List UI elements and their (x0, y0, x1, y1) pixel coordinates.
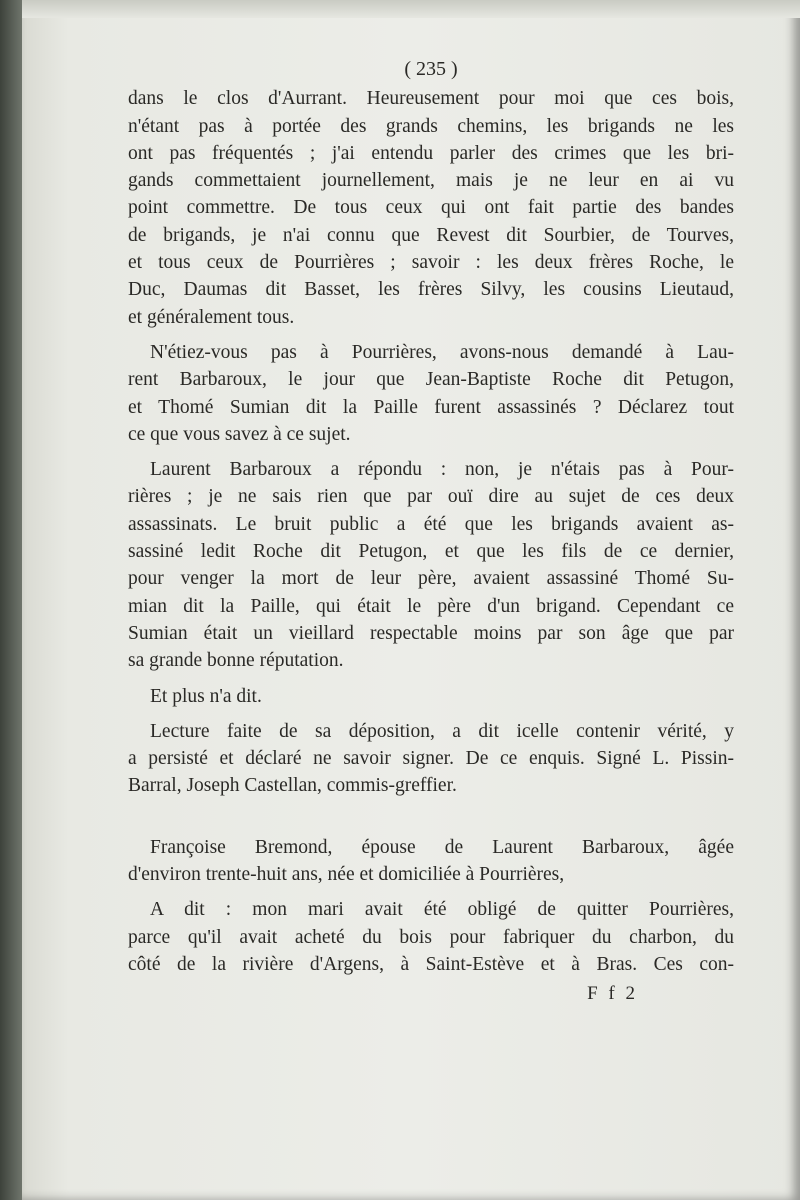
text-line: ce que vous savez à ce sujet. (128, 423, 351, 445)
text-line: Et plus n'a dit. (150, 685, 262, 707)
paragraph-7 (128, 896, 734, 978)
text-line: et généralement tous. (128, 306, 295, 328)
text-line: rières ; je ne sais rien que par ouï dire au sujet de ces deux (128, 486, 734, 508)
paragraph-1 (128, 85, 734, 331)
text-line: Laurent Barbaroux a répondu : non, je n'étais pas à Pour- (150, 459, 734, 481)
text-line: a persisté et déclaré ne savoir signer. De ce enquis. Signé L. Pissin- (128, 748, 734, 770)
text-line: et Thomé Sumian dit la Paille furent assassinés ? Déclarez tout (128, 396, 734, 418)
text-line: dans le clos d'Aurrant. Heureusement pour moi que ces bois, (128, 88, 734, 110)
text-line: Barral, Joseph Castellan, commis-greffier. (128, 775, 457, 797)
text-line: A dit : mon mari avait été obligé de quitter Pourrières, (150, 899, 734, 921)
page-top-edge (22, 0, 800, 18)
text-line: mian dit la Paille, qui était le père d'un brigand. Cependant ce (128, 595, 734, 617)
text-line: sa grande bonne réputation. (128, 650, 344, 672)
book-spine (0, 0, 22, 1200)
text-line: côté de la rivière d'Argens, à Saint-Estève et à Bras. Ces con- (128, 953, 734, 975)
text-line: assassinats. Le bruit public a été que les brigands avaient as- (128, 513, 734, 535)
text-line: d'environ trente-huit ans, née et domiciliée à Pourrières, (128, 864, 565, 886)
text-line: point commettre. De tous ceux qui ont fait partie des bandes (128, 197, 734, 219)
text-line: sassiné ledit Roche dit Petugon, et que les fils de ce dernier, (128, 541, 734, 563)
page-text (128, 56, 734, 1008)
text-line: Lecture faite de sa déposition, a dit icelle contenir vérité, y (150, 720, 734, 742)
paragraph-4 (128, 683, 734, 710)
text-line: pour venger la mort de leur père, avaient assassiné Thomé Su- (128, 568, 734, 590)
paragraph-2 (128, 339, 734, 448)
paragraph-3 (128, 456, 734, 674)
paragraph-6 (128, 834, 734, 889)
text-line: Duc, Daumas dit Basset, les frères Silvy, les cousins Lieutaud, (128, 279, 734, 301)
text-line: Sumian était un vieillard respectable moins par son âge que par (128, 622, 734, 644)
text-line: N'étiez-vous pas à Pourrières, avons-nous demandé à Lau- (150, 341, 734, 363)
text-line: ont pas fréquentés ; j'ai entendu parler des crimes que les bri- (128, 142, 734, 164)
signature-mark: F f 2 (587, 983, 638, 1005)
text-line: parce qu'il avait acheté du bois pour fabriquer du charbon, du (128, 926, 734, 948)
page-number: ( 235 ) (404, 58, 458, 80)
text-line: gands commettaient journellement, mais je ne leur en ai vu (128, 170, 734, 192)
text-line: Françoise Bremond, épouse de Laurent Barbaroux, âgée (150, 836, 734, 858)
paragraph-5 (128, 718, 734, 800)
text-line: et tous ceux de Pourrières ; savoir : les deux frères Roche, le (128, 252, 734, 274)
text-line: rent Barbaroux, le jour que Jean-Baptiste Roche dit Petugon, (128, 369, 734, 391)
text-line: de brigands, je n'ai connu que Revest dit Sourbier, de Tourves, (128, 224, 734, 246)
text-line: n'étant pas à portée des grands chemins, les brigands ne les (128, 115, 734, 137)
